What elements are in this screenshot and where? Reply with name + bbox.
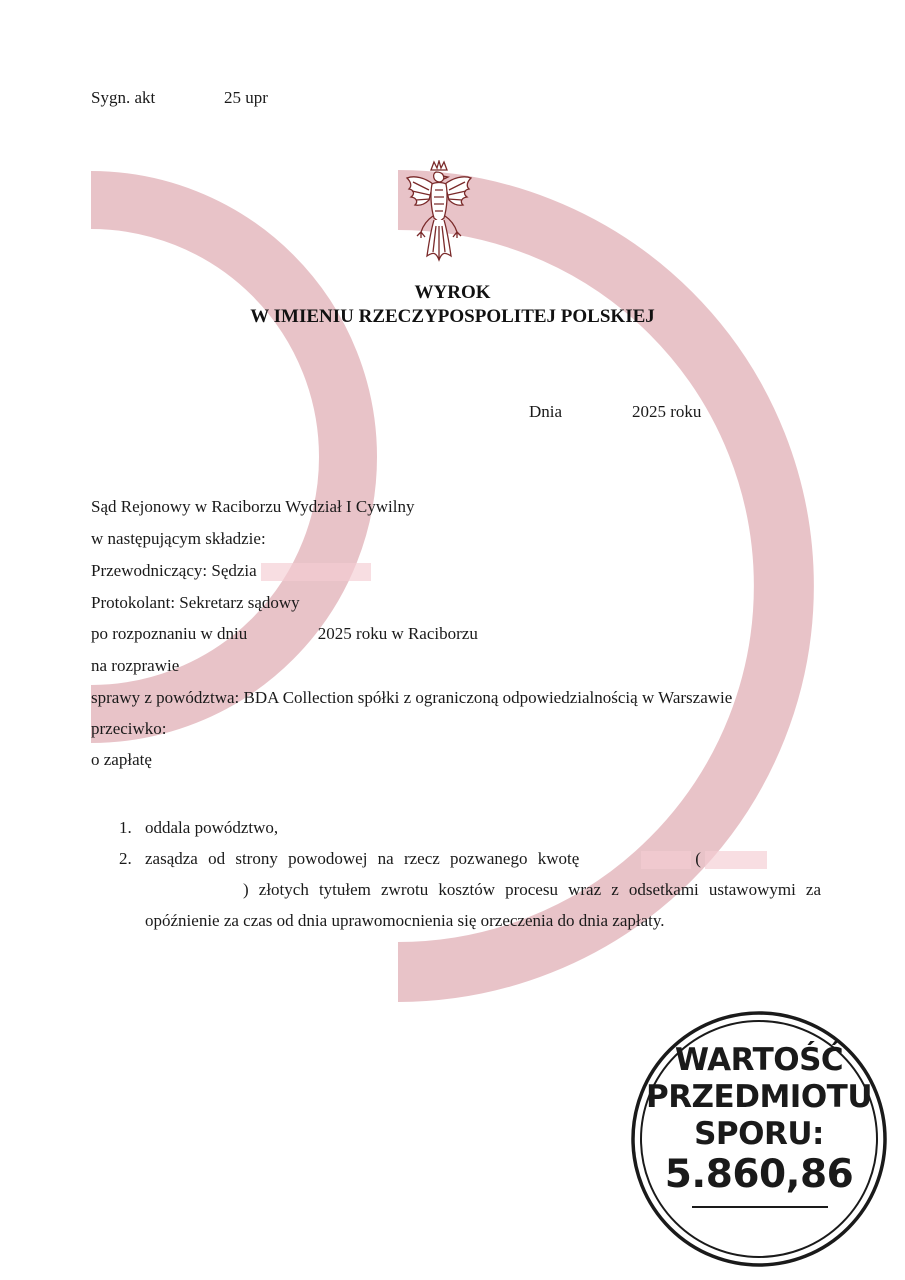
ruling-item-text [145,843,595,874]
defendant: przeciwko: [91,719,167,738]
chair-judge-label: Przewodniczący: Sędzia [91,561,257,580]
case-signature-label: Sygn. akt [91,88,156,107]
case-subject: o zapłatę [91,750,152,769]
claimant: sprawy z powództwa: BDA Collection spółki z ograniczoną odpowiedzialnością w Warszawie [91,688,733,707]
judgment-title: WYROK [414,282,491,303]
judgment-date [529,402,702,422]
court-clerk [91,593,300,613]
badge-line-2: PRZEDMIOTU [645,1079,873,1115]
redacted-amount-words [705,851,767,869]
polish-eagle-emblem-icon [403,160,475,270]
case-signature [91,88,268,108]
ruling-item [91,843,821,936]
badge-line-1: WARTOŚĆ [674,1042,844,1078]
hearing-date [91,624,478,644]
court-clerk-label: Protokolant: Sekretarz sądowy [91,593,300,612]
chair-judge [91,561,371,581]
date-year: 2025 roku [632,402,702,421]
badge-underline [692,1206,828,1208]
ruling-item-number: 1. [119,818,132,837]
hearing-date-prefix: po rozpoznaniu w dniu [91,624,248,643]
case-signature-value: 25 upr [224,88,268,107]
ruling-item-open-paren: ( [695,849,701,868]
court-name: Sąd Rejonowy w Raciborzu Wydział I Cywilny [91,497,415,516]
redacted-name [261,563,371,581]
ruling-item-text-part: zasądza od strony powodowej na rzecz pozwanego kwotę [145,849,580,868]
ruling-item-line [145,843,821,874]
ruling-item-line: opóźnienie za czas od dnia uprawomocnienia się orzeczenia do dnia zapłaty. [145,911,665,930]
ruling-item-line: ) złotych tytułem zwrotu kosztów procesu wraz z odsetkami ustawowymi za [243,880,821,899]
ruling-item-number: 2. [119,849,132,868]
composition-intro: w następującym składzie: [91,529,266,548]
ruling-item-text: oddala powództwo, [145,818,279,837]
ruling-item [91,812,821,843]
ruling-item-paren [641,843,821,874]
badge-amount: 5.860,86 [664,1152,854,1197]
badge-line-3: SPORU: [694,1116,824,1152]
judgment-subtitle: W IMIENIU RZECZYPOSPOLITEJ POLSKIEJ [250,306,655,327]
date-prefix: Dnia [529,402,563,421]
ruling-list [91,812,821,936]
redacted-amount [641,851,691,869]
dispute-value-badge [630,1010,888,1268]
session-type: na rozprawie [91,656,180,675]
hearing-date-suffix: 2025 roku w Raciborzu [317,624,478,643]
